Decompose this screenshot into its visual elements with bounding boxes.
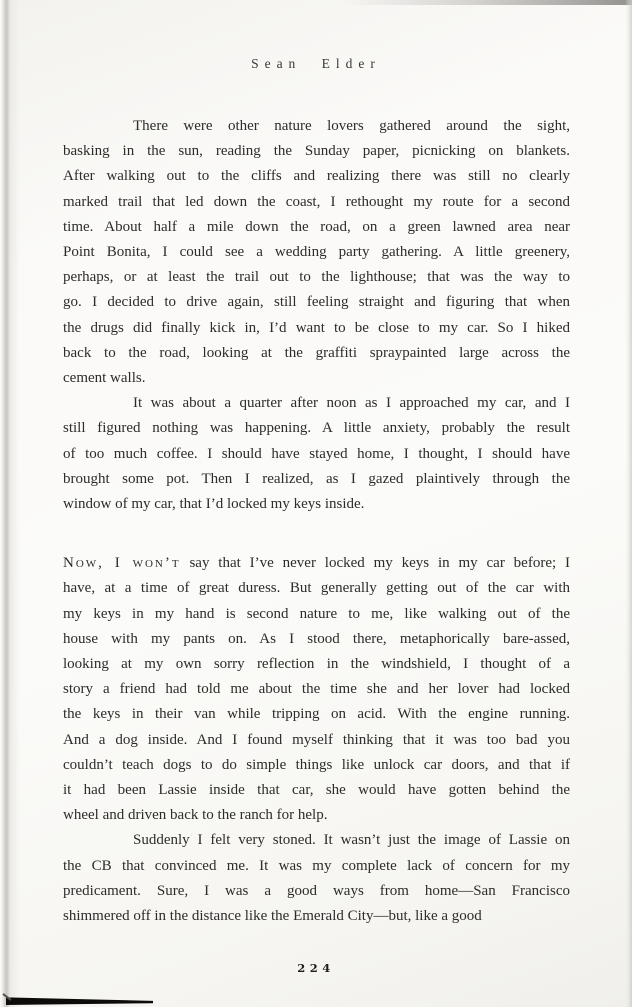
text-line: After walking out to the cliffs and realizing there was still no clearly — [63, 168, 570, 185]
text-line: of too much coffee. I should have stayed home, I thought, I should have — [63, 445, 570, 462]
running-head-author: Sean Elder — [251, 56, 381, 71]
scan-corner-mark — [6, 997, 153, 1005]
scan-edge-top — [342, 0, 632, 5]
page-number: 224 — [297, 961, 335, 975]
text-line: still figured nothing was happening. A little anxiety, probably the result — [63, 420, 570, 437]
text-line: basking in the sun, reading the Sunday paper, picnicking on blankets. — [63, 143, 570, 160]
body-text — [63, 114, 570, 929]
small-caps-lead: Now, I won’t — [63, 555, 181, 572]
text-line: my keys in my hand is second nature to me, like walking out of the — [63, 605, 570, 622]
text-line: couldn’t teach dogs to do simple things like unlock car doors, and that if — [63, 756, 570, 773]
text-line: have, at a time of great duress. But generally getting out of the car with — [63, 580, 570, 597]
text-line: story a friend had told me about the time she and her lover had locked — [63, 681, 570, 698]
text-line: it had been Lassie inside that car, she would have gotten behind the — [63, 782, 570, 799]
text-line: shimmered off in the distance like the Emerald City—but, like a good — [63, 908, 482, 925]
text-line: window of my car, that I’d locked my keys inside. — [63, 496, 365, 513]
text-line: It was about a quarter after noon as I approached my car, and I — [133, 395, 570, 412]
scan-edge-right — [625, 0, 632, 1007]
text-line: house with my pants on. As I stood there, metaphorically bare-assed, — [63, 630, 570, 647]
text-line: go. I decided to drive again, still feeling straight and figuring that when — [63, 294, 570, 311]
scan-edge-left — [0, 0, 20, 1007]
text-line: time. About half a mile down the road, on a green lawned area near — [63, 218, 570, 235]
text-line: Now, I won’t say that I’ve never locked my keys in my car before; I — [63, 555, 570, 572]
text-line: brought some pot. Then I realized, as I gazed plaintively through the — [63, 470, 570, 487]
text-line: perhaps, or at least the trail out to the lighthouse; that was the way to — [63, 269, 570, 286]
text-line: And a dog inside. And I found myself thinking that it was too bad you — [63, 731, 570, 748]
text-line: back to the road, looking at the graffiti spraypainted large across the — [63, 344, 570, 361]
text-line: predicament. Sure, I was a good ways from home—San Francisco — [63, 882, 570, 899]
paragraph — [63, 114, 570, 391]
text-line: looking at my own sorry reflection in the windshield, I thought of a — [63, 656, 570, 673]
text-line: There were other nature lovers gathered around the sight, — [133, 118, 570, 134]
text-line: the drugs did finally kick in, I’d want to be close to my car. So I hiked — [63, 319, 570, 336]
text-line: the keys in their van while tripping on acid. With the engine running. — [63, 706, 570, 723]
text-line: wheel and driven back to the ranch for help. — [63, 807, 328, 824]
paragraph — [63, 828, 570, 929]
text-line: cement walls. — [63, 370, 146, 387]
text-line: Point Bonita, I could see a wedding party gathering. A little greenery, — [63, 244, 570, 261]
text-line: the CB that convinced me. It was my complete lack of concern for my — [63, 857, 570, 874]
text-line: marked trail that led down the coast, I rethought my route for a second — [63, 193, 570, 210]
paragraph — [63, 551, 570, 828]
paragraph — [63, 391, 570, 517]
text-line: Suddenly I felt very stoned. It wasn’t just the image of Lassie on — [133, 832, 570, 849]
